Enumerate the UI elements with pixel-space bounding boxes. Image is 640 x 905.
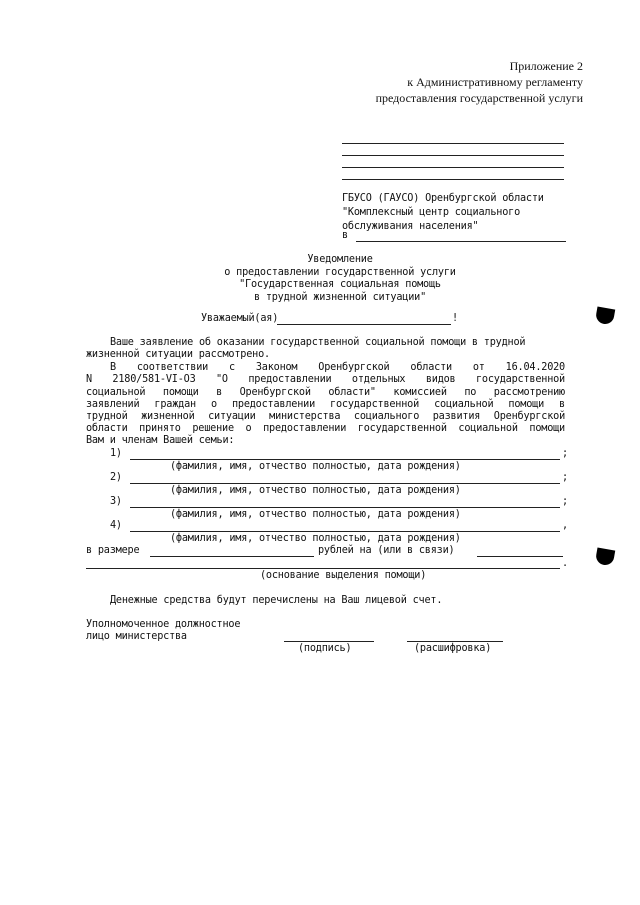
notice-title-line-1: Уведомление [307,254,373,265]
address-line-2 [342,155,564,156]
appendix-line-1: Приложение 2 [509,59,583,73]
punch-hole-mark [595,307,616,326]
paragraph-2-line-1: В соответствии с Законом Оренбургской области от 16.04.2020 [110,362,565,373]
recipient-org-line-3: обслуживания населения" [342,221,479,232]
amount-end: . [562,558,568,569]
list-item-line [130,531,560,532]
appendix-header [376,58,583,106]
list-item-caption: (фамилия, имя, отчество полностью, дата рождения) [170,509,461,520]
reason-line-1 [477,556,563,557]
paragraph-1-line-2: жизненной ситуации рассмотрено. [86,349,270,360]
notice-title-line-3: "Государственная социальная помощь [239,279,441,290]
amount-caption: (основание выделения помощи) [260,570,427,581]
address-line-1 [342,143,564,144]
amount-middle: рублей на (или в связи) [318,545,455,556]
recipient-org-line-1: ГБУСО (ГАУСО) Оренбургской области [342,193,544,204]
paragraph-2-line-6: области принято решение о предоставлении государственной социальной помощи [86,423,565,434]
amount-prefix: в размере [86,545,140,556]
list-item-end: , [562,520,568,531]
payment-note: Денежные средства будут перечислены на Ваш лицевой счет. [110,595,443,606]
list-item-caption: (фамилия, имя, отчество полностью, дата рождения) [170,461,461,472]
paragraph-2-line-7: Вам и членам Вашей семьи: [86,435,235,446]
notice-title [150,254,530,304]
list-item-caption: (фамилия, имя, отчество полностью, дата рождения) [170,485,461,496]
recipient-org [342,192,544,234]
amount-line [150,556,314,557]
notice-title-line-4: в трудной жизненной ситуации" [253,291,427,303]
paragraph-2-line-5: трудной жизненной ситуации министерства социального развития Оренбургской [86,411,565,422]
reason-line-2 [86,568,560,569]
list-item-end: ; [562,472,568,483]
paragraph-2-line-3: социальной помощи в Оренбургской области" комиссией по рассмотрению [86,387,565,398]
list-item-line [130,459,560,460]
signatory-role-2: лицо министерства [86,631,187,642]
recipient-in-prefix: в [342,230,348,241]
signature-caption: (подпись) [298,643,352,654]
appendix-line-2: к Административному регламенту [407,75,583,89]
signature-line [284,641,374,642]
salutation-text: Уважаемый(ая) [201,313,279,324]
notice-title-line-2: о предоставлении государственной услуги [224,266,456,278]
list-item-line [130,507,560,508]
list-item-number: 3) [110,496,122,507]
list-item-number: 4) [110,520,122,531]
list-item-end: ; [562,496,568,507]
signatory-role-1: Уполномоченное должностное [86,619,241,630]
decode-line [407,641,503,642]
address-line-3 [342,167,564,168]
punch-hole-mark [595,548,616,567]
paragraph-2-line-2: N 2180/581-VI-ОЗ "О предоставлении отдельных видов государственной [86,374,565,385]
recipient-org-line-2: "Комплексный центр социального [342,207,521,218]
list-item-caption: (фамилия, имя, отчество полностью, дата рождения) [170,533,461,544]
appendix-line-3: предоставления государственной услуги [375,91,583,105]
paragraph-1-line-1: Ваше заявление об оказании государственной социальной помощи в трудной [110,337,526,348]
salutation-line [277,324,451,325]
recipient-in-line [356,241,566,242]
list-item-number: 2) [110,472,122,483]
list-item-end: ; [562,448,568,459]
decode-caption: (расшифровка) [414,643,492,654]
list-item-line [130,483,560,484]
paragraph-2-line-4: заявлений граждан о предоставлении государственной социальной помощи в [86,399,565,410]
salutation-end: ! [452,313,458,324]
address-line-4 [342,179,564,180]
list-item-number: 1) [110,448,122,459]
